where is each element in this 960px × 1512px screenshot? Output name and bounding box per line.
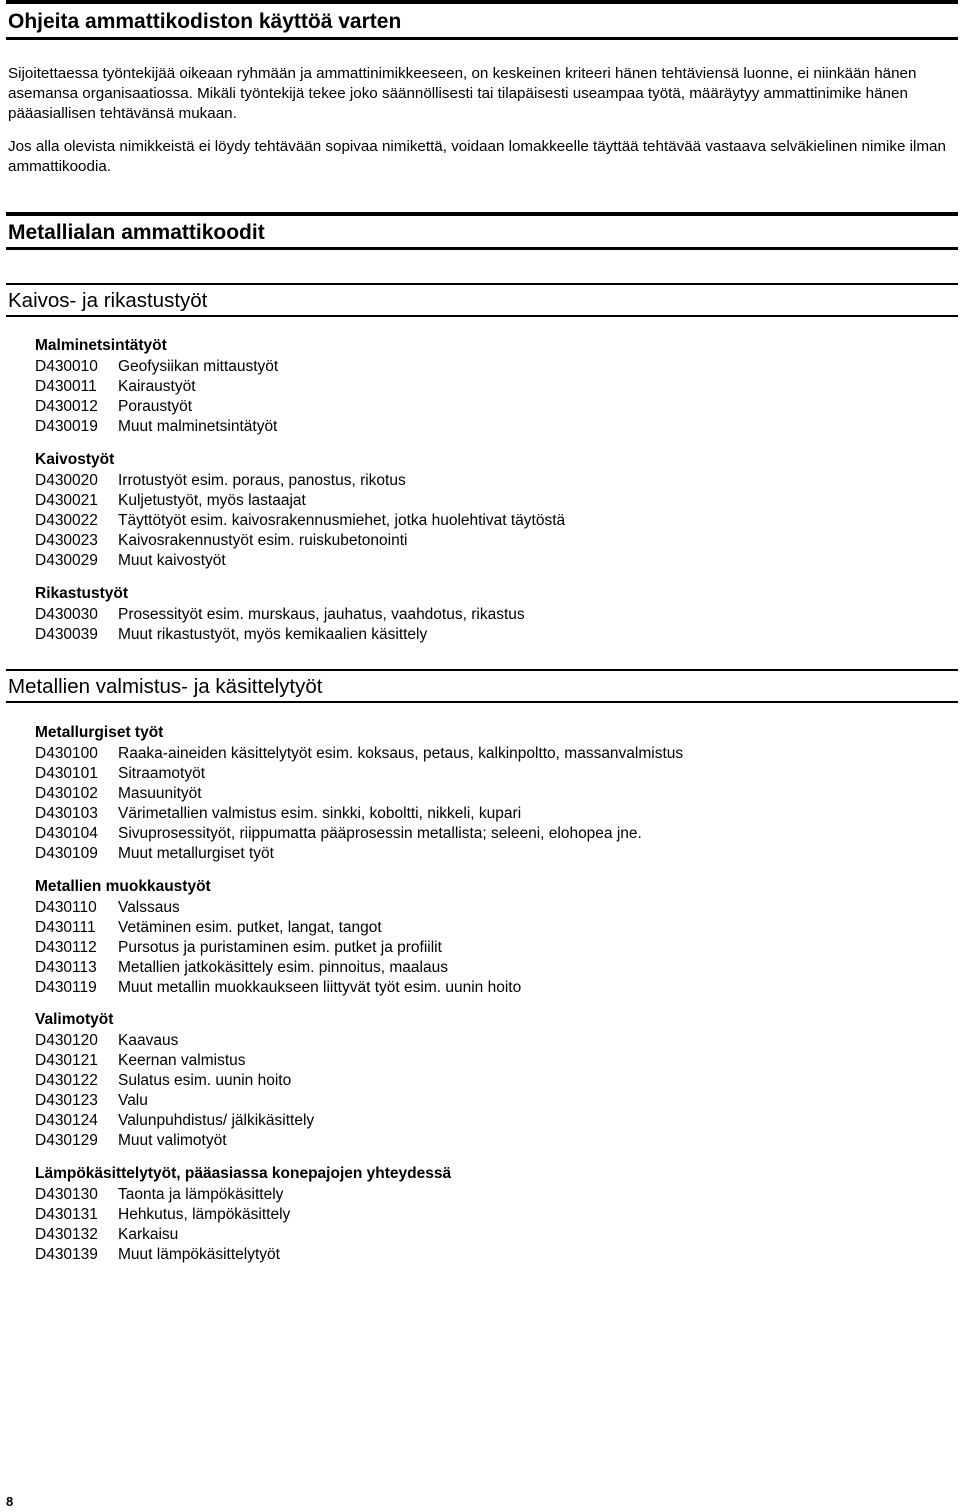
item-code: D430113 xyxy=(35,959,97,977)
item-label: Geofysiikan mittaustyöt xyxy=(118,358,279,375)
item-label: Kaavaus xyxy=(118,1032,179,1049)
item-label: Poraustyöt xyxy=(118,398,193,416)
item-label: Valu xyxy=(118,1092,148,1110)
list-item xyxy=(35,844,935,864)
item-label: Valunpuhdistus/ jälkikäsittely xyxy=(118,1112,315,1130)
item-code: D430021 xyxy=(35,492,98,510)
group-lampokasittely xyxy=(35,1164,935,1265)
item-code: D430132 xyxy=(35,1226,98,1244)
item-code: D430019 xyxy=(35,418,98,436)
page-number: 8 xyxy=(6,1494,14,1509)
list-item xyxy=(35,397,935,417)
item-code: D430112 xyxy=(35,939,97,957)
list-item xyxy=(35,417,935,437)
list-item xyxy=(35,1051,935,1071)
intro-paragraph-2: Jos alla olevista nimikkeistä ei löydy tehtävään sopivaa nimikettä, voidaan lomakkeelle täyttää tehtävää vastaava selväkielinen nimike ilman ammattikoodia. xyxy=(8,138,946,175)
group-malminetsinta xyxy=(35,336,935,437)
item-label: Masuunityöt xyxy=(118,785,202,803)
list-item xyxy=(35,898,935,918)
list-item xyxy=(35,491,935,511)
item-code: D430039 xyxy=(35,626,98,644)
list-item xyxy=(35,551,935,571)
item-code: D430131 xyxy=(35,1206,98,1224)
item-code: D430103 xyxy=(35,805,98,823)
group-title: Metallurgiset työt xyxy=(35,724,164,741)
list-item xyxy=(35,918,935,938)
list-item xyxy=(35,531,935,551)
item-code: D430102 xyxy=(35,785,98,803)
item-label: Sivuprosessityöt, riippumatta pääprosessin metallista; seleeni, elohopea jne. xyxy=(118,825,642,843)
subsection-title-mining: Kaivos- ja rikastustyöt xyxy=(6,283,958,317)
item-code: D430012 xyxy=(35,398,98,416)
item-code: D430023 xyxy=(35,532,98,550)
list-item xyxy=(35,1205,935,1225)
group-title: Malminetsintätyöt xyxy=(35,337,167,354)
item-code: D430111 xyxy=(35,919,96,937)
group-rikastustyot xyxy=(35,584,935,645)
list-item xyxy=(35,377,935,397)
list-item xyxy=(35,1031,935,1051)
group-kaivostyot xyxy=(35,450,935,571)
item-label: Kuljetustyöt, myös lastaajat xyxy=(118,492,306,510)
item-label: Muut kaivostyöt xyxy=(118,552,226,570)
list-item xyxy=(35,1111,935,1131)
item-code: D430020 xyxy=(35,472,98,489)
item-label: Muut rikastustyöt, myös kemikaalien käsittely xyxy=(118,626,428,644)
item-label: Kaivosrakennustyöt esim. ruiskubetonointi xyxy=(118,532,408,550)
item-label: Valssaus xyxy=(118,899,180,916)
item-code: D430011 xyxy=(35,378,97,396)
item-label: Pursotus ja puristaminen esim. putket ja profiilit xyxy=(118,939,442,957)
item-label: Sitraamotyöt xyxy=(118,765,206,783)
item-label: Muut malminetsintätyöt xyxy=(118,418,278,436)
item-code: D430104 xyxy=(35,825,98,843)
item-code: D430123 xyxy=(35,1092,98,1110)
item-label: Prosessityöt esim. murskaus, jauhatus, vaahdotus, rikastus xyxy=(118,606,525,623)
list-item xyxy=(35,605,935,625)
list-item xyxy=(35,625,935,645)
item-code: D430119 xyxy=(35,979,97,997)
list-item xyxy=(35,1071,935,1091)
item-code: D430122 xyxy=(35,1072,98,1090)
item-label: Taonta ja lämpökäsittely xyxy=(118,1186,284,1203)
list-item xyxy=(35,804,935,824)
item-label: Hehkutus, lämpökäsittely xyxy=(118,1206,291,1224)
item-code: D430129 xyxy=(35,1132,98,1150)
item-label: Vetäminen esim. putket, langat, tangot xyxy=(118,919,382,937)
list-item xyxy=(35,1225,935,1245)
item-code: D430110 xyxy=(35,899,97,916)
list-item xyxy=(35,1185,935,1205)
item-code: D430139 xyxy=(35,1246,98,1264)
item-label: Sulatus esim. uunin hoito xyxy=(118,1072,292,1090)
item-code: D430029 xyxy=(35,552,98,570)
item-label: Raaka-aineiden käsittelytyöt esim. koksaus, petaus, kalkinpoltto, massanvalmistus xyxy=(118,745,684,762)
group-title: Rikastustyöt xyxy=(35,585,129,602)
item-code: D430124 xyxy=(35,1112,98,1130)
item-label: Karkaisu xyxy=(118,1226,179,1244)
list-item xyxy=(35,1245,935,1265)
list-item xyxy=(35,511,935,531)
list-item xyxy=(35,357,935,377)
item-label: Muut lämpökäsittelytyöt xyxy=(118,1246,280,1264)
group-title: Valimotyöt xyxy=(35,1011,114,1028)
list-item xyxy=(35,958,935,978)
group-valimotyot xyxy=(35,1010,935,1152)
list-item xyxy=(35,1091,935,1111)
group-title: Metallien muokkaustyöt xyxy=(35,878,211,895)
item-code: D430022 xyxy=(35,512,98,530)
item-code: D430130 xyxy=(35,1186,98,1203)
list-item xyxy=(35,978,935,998)
list-item xyxy=(35,824,935,844)
item-label: Keernan valmistus xyxy=(118,1052,246,1070)
subsection-title-metals: Metallien valmistus- ja käsittelytyöt xyxy=(6,669,958,703)
section-title: Metallialan ammattikoodit xyxy=(6,212,958,250)
item-label: Kairaustyöt xyxy=(118,378,196,396)
item-label: Muut metallin muokkaukseen liittyvät työt esim. uunin hoito xyxy=(118,979,522,997)
item-code: D430101 xyxy=(35,765,98,783)
item-code: D430120 xyxy=(35,1032,98,1049)
item-label: Värimetallien valmistus esim. sinkki, koboltti, nikkeli, kupari xyxy=(118,805,522,823)
page-title: Ohjeita ammattikodiston käyttöä varten xyxy=(6,0,958,40)
item-code: D430109 xyxy=(35,845,98,863)
group-title: Kaivostyöt xyxy=(35,451,115,468)
item-label: Irrotustyöt esim. poraus, panostus, rikotus xyxy=(118,472,406,489)
list-item xyxy=(35,471,935,491)
group-metallurgiset xyxy=(35,723,935,865)
list-item xyxy=(35,764,935,784)
list-item xyxy=(35,784,935,804)
item-label: Muut valimotyöt xyxy=(118,1132,227,1150)
item-code: D430121 xyxy=(35,1052,98,1070)
group-muokkaustyot xyxy=(35,877,935,998)
item-code: D430010 xyxy=(35,358,98,375)
item-label: Metallien jatkokäsittely esim. pinnoitus, maalaus xyxy=(118,959,448,977)
item-code: D430100 xyxy=(35,745,98,762)
item-code: D430030 xyxy=(35,606,98,623)
group-title: Lämpökäsittelytyöt, pääasiassa konepajojen yhteydessä xyxy=(35,1165,452,1182)
intro-paragraph-1: Sijoitettaessa työntekijää oikeaan ryhmään ja ammattinimikkeeseen, on keskeinen kriteeri hänen tehtäviensä luonne, ei niinkään hänen asemansa organisaatiossa. Mikäli työntekijä tekee joko säännöllisesti tai tilapäisesti useampaa työtä, määräytyy ammattinimike hänen pääasiallisen tehtävänsä mukaan. xyxy=(8,65,917,122)
list-item xyxy=(35,1131,935,1151)
item-label: Täyttötyöt esim. kaivosrakennusmiehet, jotka huolehtivat täytöstä xyxy=(118,512,566,530)
list-item xyxy=(35,938,935,958)
list-item xyxy=(35,744,935,764)
item-label: Muut metallurgiset työt xyxy=(118,845,274,863)
